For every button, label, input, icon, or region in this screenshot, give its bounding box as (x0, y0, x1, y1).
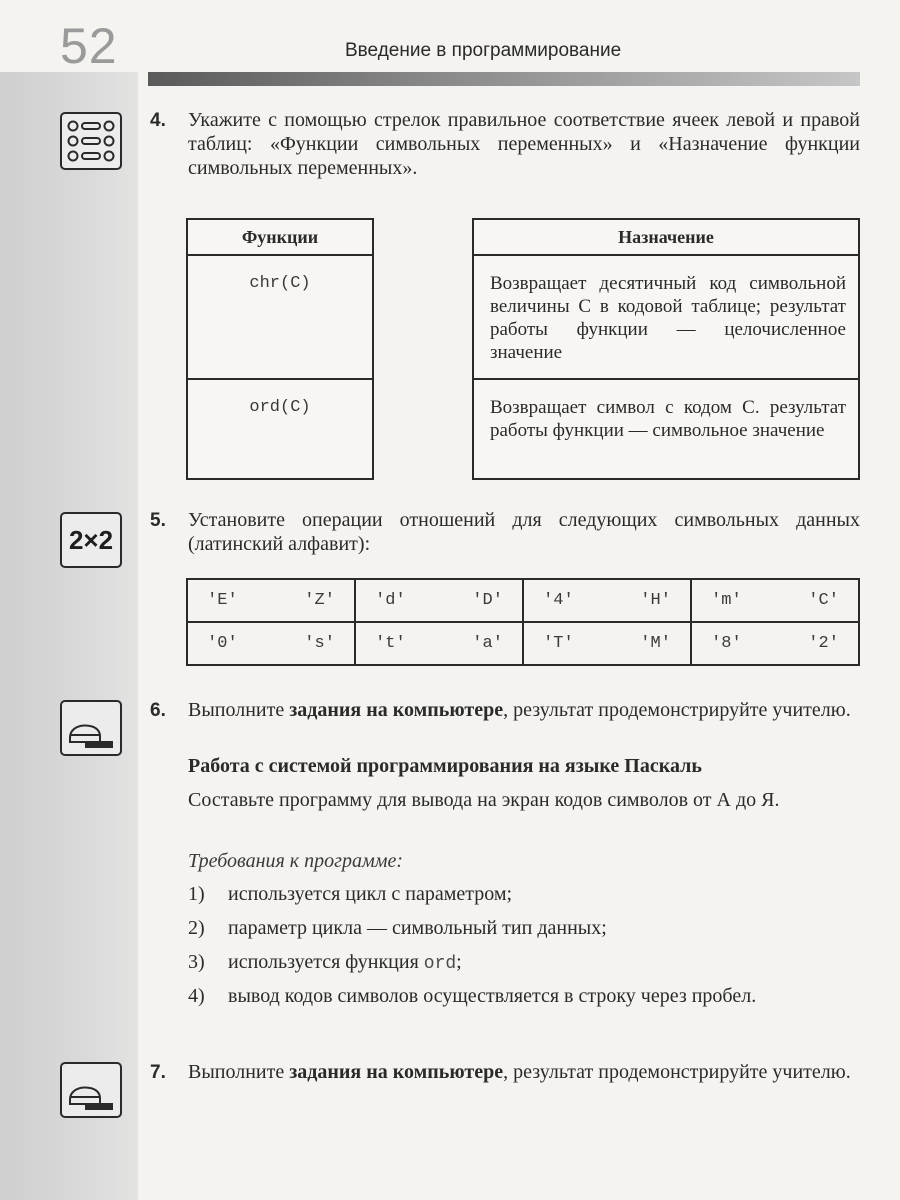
list-item: 4) вывод кодов символов осуществляется в строку через пробел. (188, 985, 757, 1007)
table-divider (188, 378, 372, 380)
purpose-code-cell: Возвращает десятичный код символьной величины C в кодовой таблице; результат работы функции — целочисленное значение (490, 273, 846, 363)
list-item: 2) параметр цикла — символьный тип данных; (188, 917, 607, 939)
running-head: Введение в программирование (345, 40, 622, 61)
task-5-number: 5. (150, 510, 166, 531)
list-item: 1) используется цикл с параметром; (188, 883, 513, 905)
purpose-symbol-cell: Возвращает символ с кодом C. результат работы функции — символьное значение (490, 397, 846, 441)
functions-table (186, 218, 374, 480)
assignment-text: Составьте программу для вывода на экран кодов символов от А до Я. (188, 789, 780, 811)
list-item: 3) используется функция ord; (188, 951, 462, 974)
task-4-number: 4. (150, 110, 166, 131)
requirements-title: Требования к программе: (188, 850, 404, 872)
two-by-two-icon-label: 2×2 (68, 524, 114, 555)
task-5-text: Установите операции отношений для следующих символьных данных (латинский алфавит): (188, 509, 860, 555)
computer-mouse-icon (60, 700, 122, 756)
purpose-table-header: Назначение (474, 220, 858, 256)
task-4-text: Укажите с помощью стрелок правильное соответствие ячеек левой и правой таблиц: «Функции символьных переменных» и «Назначение функции символьных переменных». (188, 109, 860, 179)
matching-grid-icon (60, 112, 122, 170)
purpose-table (472, 218, 860, 480)
relation-cell: '8' '2' (691, 622, 859, 665)
task-7-number: 7. (150, 1062, 166, 1083)
relation-cell: '4' 'H' (523, 579, 691, 622)
function-chr-cell: chr(C) (249, 274, 311, 293)
functions-table-header: Функции (188, 220, 372, 256)
relation-cell: '0' 's' (187, 622, 355, 665)
table-row (187, 622, 859, 665)
computer-mouse-icon (60, 1062, 122, 1118)
relation-cell: 't' 'a' (355, 622, 523, 665)
task-6-text: Выполните задания на компьютере, результат продемонстрируйте учителю. (188, 699, 851, 721)
table-row (187, 579, 859, 622)
relation-cell: 'E' 'Z' (187, 579, 355, 622)
task-7-text: Выполните задания на компьютере, результат продемонстрируйте учителю. (188, 1061, 851, 1083)
page-number: 52 (60, 18, 118, 74)
relations-table (186, 578, 860, 666)
relation-cell: 'm' 'C' (691, 579, 859, 622)
header-bar (148, 72, 860, 86)
table-divider (474, 378, 858, 380)
two-by-two-icon (60, 512, 122, 568)
left-margin-strip (0, 72, 138, 1200)
section-heading: Работа с системой программирования на языке Паскаль (188, 755, 702, 777)
function-ord-cell: ord(C) (249, 398, 311, 417)
relation-cell: 'T' 'M' (523, 622, 691, 665)
task-6-number: 6. (150, 700, 166, 721)
relation-cell: 'd' 'D' (355, 579, 523, 622)
